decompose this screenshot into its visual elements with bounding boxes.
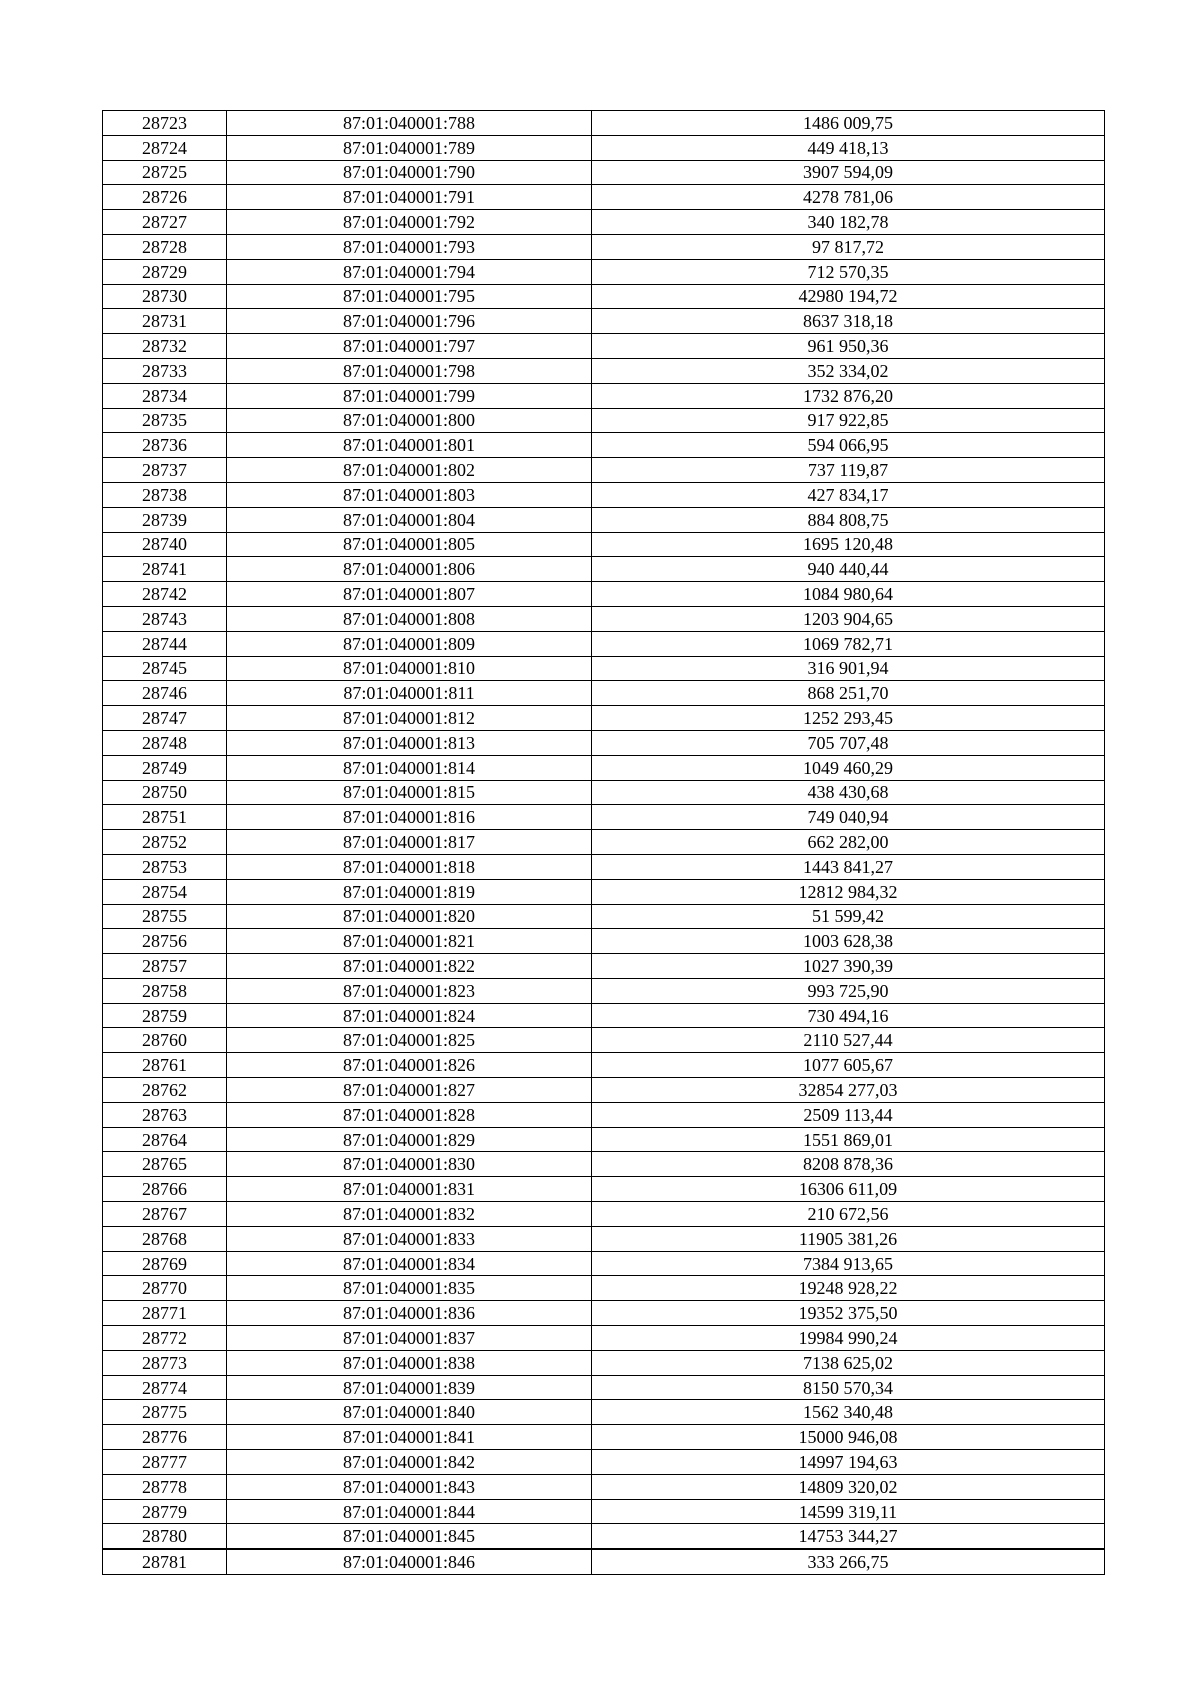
row-number-cell: 28735 xyxy=(103,408,227,433)
cadastral-number-cell: 87:01:040001:845 xyxy=(227,1524,592,1549)
cadastral-value-cell: 1551 869,01 xyxy=(592,1127,1105,1152)
cadastral-value-cell: 1486 009,75 xyxy=(592,111,1105,136)
row-number-cell: 28733 xyxy=(103,358,227,383)
row-number-cell: 28767 xyxy=(103,1202,227,1227)
table-row xyxy=(103,1474,1105,1499)
row-number-cell: 28752 xyxy=(103,830,227,855)
table-row xyxy=(103,1350,1105,1375)
table-row xyxy=(103,210,1105,235)
cadastral-value-cell: 19248 928,22 xyxy=(592,1276,1105,1301)
cadastral-value-cell: 749 040,94 xyxy=(592,805,1105,830)
table-row xyxy=(103,830,1105,855)
row-number-cell: 28756 xyxy=(103,929,227,954)
cadastral-value-cell: 340 182,78 xyxy=(592,210,1105,235)
table-row xyxy=(103,482,1105,507)
table-row xyxy=(103,507,1105,532)
table-row xyxy=(103,532,1105,557)
cadastral-number-cell: 87:01:040001:808 xyxy=(227,606,592,631)
cadastral-number-cell: 87:01:040001:795 xyxy=(227,284,592,309)
cadastral-value-cell: 961 950,36 xyxy=(592,334,1105,359)
cadastral-number-cell: 87:01:040001:825 xyxy=(227,1028,592,1053)
cadastral-value-cell: 884 808,75 xyxy=(592,507,1105,532)
table-row xyxy=(103,978,1105,1003)
row-number-cell: 28738 xyxy=(103,482,227,507)
cadastral-number-cell: 87:01:040001:837 xyxy=(227,1326,592,1351)
row-number-cell: 28780 xyxy=(103,1524,227,1549)
table-row xyxy=(103,582,1105,607)
cadastral-number-cell: 87:01:040001:840 xyxy=(227,1400,592,1425)
row-number-cell: 28737 xyxy=(103,458,227,483)
table-row xyxy=(103,1226,1105,1251)
table-row xyxy=(103,1003,1105,1028)
row-number-cell: 28744 xyxy=(103,631,227,656)
cadastral-value-cell: 352 334,02 xyxy=(592,358,1105,383)
table-row xyxy=(103,1499,1105,1524)
cadastral-value-cell: 8637 318,18 xyxy=(592,309,1105,334)
row-number-cell: 28771 xyxy=(103,1301,227,1326)
table-row xyxy=(103,929,1105,954)
cadastral-number-cell: 87:01:040001:796 xyxy=(227,309,592,334)
cadastral-number-cell: 87:01:040001:816 xyxy=(227,805,592,830)
cadastral-value-cell: 8208 878,36 xyxy=(592,1152,1105,1177)
cadastral-number-cell: 87:01:040001:823 xyxy=(227,978,592,1003)
table-row xyxy=(103,706,1105,731)
row-number-cell: 28741 xyxy=(103,557,227,582)
row-number-cell: 28775 xyxy=(103,1400,227,1425)
cadastral-value-cell: 993 725,90 xyxy=(592,978,1105,1003)
cadastral-number-cell: 87:01:040001:836 xyxy=(227,1301,592,1326)
table-row xyxy=(103,879,1105,904)
row-number-cell: 28748 xyxy=(103,730,227,755)
row-number-cell: 28763 xyxy=(103,1102,227,1127)
table-row xyxy=(103,1177,1105,1202)
cadastral-number-cell: 87:01:040001:820 xyxy=(227,904,592,929)
cadastral-value-cell: 42980 194,72 xyxy=(592,284,1105,309)
table-row xyxy=(103,259,1105,284)
cadastral-number-cell: 87:01:040001:815 xyxy=(227,780,592,805)
table-row xyxy=(103,780,1105,805)
table-row xyxy=(103,681,1105,706)
cadastral-value-cell: 1077 605,67 xyxy=(592,1053,1105,1078)
cadastral-value-cell: 2110 527,44 xyxy=(592,1028,1105,1053)
cadastral-value-cell: 7384 913,65 xyxy=(592,1251,1105,1276)
table-row xyxy=(103,135,1105,160)
cadastral-number-cell: 87:01:040001:835 xyxy=(227,1276,592,1301)
cadastral-value-cell: 12812 984,32 xyxy=(592,879,1105,904)
cadastral-value-cell: 2509 113,44 xyxy=(592,1102,1105,1127)
cadastral-value-cell: 3907 594,09 xyxy=(592,160,1105,185)
row-number-cell: 28729 xyxy=(103,259,227,284)
cadastral-value-cell: 19352 375,50 xyxy=(592,1301,1105,1326)
cadastral-number-cell: 87:01:040001:809 xyxy=(227,631,592,656)
cadastral-number-cell: 87:01:040001:828 xyxy=(227,1102,592,1127)
cadastral-value-cell: 4278 781,06 xyxy=(592,185,1105,210)
cadastral-value-cell: 1443 841,27 xyxy=(592,854,1105,879)
cadastral-value-cell: 594 066,95 xyxy=(592,433,1105,458)
row-number-cell: 28765 xyxy=(103,1152,227,1177)
cadastral-number-cell: 87:01:040001:829 xyxy=(227,1127,592,1152)
cadastral-number-cell: 87:01:040001:791 xyxy=(227,185,592,210)
table-row xyxy=(103,1053,1105,1078)
row-number-cell: 28781 xyxy=(103,1549,227,1574)
cadastral-value-cell: 316 901,94 xyxy=(592,656,1105,681)
table-row xyxy=(103,1028,1105,1053)
cadastral-number-cell: 87:01:040001:842 xyxy=(227,1450,592,1475)
table-row xyxy=(103,433,1105,458)
row-number-cell: 28754 xyxy=(103,879,227,904)
cadastral-number-cell: 87:01:040001:806 xyxy=(227,557,592,582)
row-number-cell: 28762 xyxy=(103,1078,227,1103)
cadastral-value-cell: 210 672,56 xyxy=(592,1202,1105,1227)
cadastral-value-cell: 917 922,85 xyxy=(592,408,1105,433)
table-row xyxy=(103,730,1105,755)
cadastral-number-cell: 87:01:040001:789 xyxy=(227,135,592,160)
cadastral-number-cell: 87:01:040001:838 xyxy=(227,1350,592,1375)
cadastral-value-cell: 1069 782,71 xyxy=(592,631,1105,656)
cadastral-value-cell: 1203 904,65 xyxy=(592,606,1105,631)
table-body xyxy=(103,111,1105,1575)
row-number-cell: 28743 xyxy=(103,606,227,631)
row-number-cell: 28728 xyxy=(103,234,227,259)
row-number-cell: 28751 xyxy=(103,805,227,830)
table-row xyxy=(103,1326,1105,1351)
table-row xyxy=(103,755,1105,780)
table-row xyxy=(103,1549,1105,1574)
table-row xyxy=(103,111,1105,136)
table-row xyxy=(103,1102,1105,1127)
row-number-cell: 28760 xyxy=(103,1028,227,1053)
cadastral-number-cell: 87:01:040001:800 xyxy=(227,408,592,433)
cadastral-value-cell: 16306 611,09 xyxy=(592,1177,1105,1202)
table-row xyxy=(103,1425,1105,1450)
row-number-cell: 28739 xyxy=(103,507,227,532)
cadastral-value-cell: 1732 876,20 xyxy=(592,383,1105,408)
table-row xyxy=(103,606,1105,631)
row-number-cell: 28740 xyxy=(103,532,227,557)
row-number-cell: 28770 xyxy=(103,1276,227,1301)
cadastral-number-cell: 87:01:040001:831 xyxy=(227,1177,592,1202)
cadastral-number-cell: 87:01:040001:843 xyxy=(227,1474,592,1499)
row-number-cell: 28727 xyxy=(103,210,227,235)
row-number-cell: 28753 xyxy=(103,854,227,879)
cadastral-number-cell: 87:01:040001:814 xyxy=(227,755,592,780)
row-number-cell: 28758 xyxy=(103,978,227,1003)
table-row xyxy=(103,904,1105,929)
cadastral-value-cell: 730 494,16 xyxy=(592,1003,1105,1028)
row-number-cell: 28749 xyxy=(103,755,227,780)
row-number-cell: 28768 xyxy=(103,1226,227,1251)
cadastral-value-cell: 1252 293,45 xyxy=(592,706,1105,731)
cadastral-value-cell: 14753 344,27 xyxy=(592,1524,1105,1549)
cadastral-number-cell: 87:01:040001:846 xyxy=(227,1549,592,1574)
table-row xyxy=(103,1251,1105,1276)
row-number-cell: 28778 xyxy=(103,1474,227,1499)
table-row xyxy=(103,1400,1105,1425)
table-row xyxy=(103,185,1105,210)
cadastral-value-cell: 868 251,70 xyxy=(592,681,1105,706)
cadastral-number-cell: 87:01:040001:801 xyxy=(227,433,592,458)
cadastral-value-cell: 19984 990,24 xyxy=(592,1326,1105,1351)
cadastral-number-cell: 87:01:040001:792 xyxy=(227,210,592,235)
cadastral-number-cell: 87:01:040001:798 xyxy=(227,358,592,383)
cadastral-value-cell: 662 282,00 xyxy=(592,830,1105,855)
cadastral-number-cell: 87:01:040001:822 xyxy=(227,954,592,979)
cadastral-value-cell: 8150 570,34 xyxy=(592,1375,1105,1400)
row-number-cell: 28745 xyxy=(103,656,227,681)
cadastral-value-cell: 449 418,13 xyxy=(592,135,1105,160)
cadastral-value-cell: 51 599,42 xyxy=(592,904,1105,929)
cadastral-value-cell: 705 707,48 xyxy=(592,730,1105,755)
cadastral-number-cell: 87:01:040001:833 xyxy=(227,1226,592,1251)
cadastral-value-cell: 712 570,35 xyxy=(592,259,1105,284)
cadastral-value-cell: 427 834,17 xyxy=(592,482,1105,507)
row-number-cell: 28742 xyxy=(103,582,227,607)
cadastral-value-cell: 1003 628,38 xyxy=(592,929,1105,954)
table-row xyxy=(103,309,1105,334)
cadastral-number-cell: 87:01:040001:834 xyxy=(227,1251,592,1276)
row-number-cell: 28732 xyxy=(103,334,227,359)
cadastral-number-cell: 87:01:040001:821 xyxy=(227,929,592,954)
row-number-cell: 28759 xyxy=(103,1003,227,1028)
cadastral-number-cell: 87:01:040001:813 xyxy=(227,730,592,755)
cadastral-value-cell: 1695 120,48 xyxy=(592,532,1105,557)
cadastral-number-cell: 87:01:040001:802 xyxy=(227,458,592,483)
table-row xyxy=(103,1276,1105,1301)
cadastral-number-cell: 87:01:040001:810 xyxy=(227,656,592,681)
cadastral-value-cell: 15000 946,08 xyxy=(592,1425,1105,1450)
cadastral-number-cell: 87:01:040001:799 xyxy=(227,383,592,408)
cadastral-number-cell: 87:01:040001:804 xyxy=(227,507,592,532)
cadastral-value-cell: 737 119,87 xyxy=(592,458,1105,483)
cadastral-number-cell: 87:01:040001:803 xyxy=(227,482,592,507)
row-number-cell: 28766 xyxy=(103,1177,227,1202)
cadastral-number-cell: 87:01:040001:826 xyxy=(227,1053,592,1078)
cadastral-number-cell: 87:01:040001:788 xyxy=(227,111,592,136)
table-row xyxy=(103,557,1105,582)
cadastral-value-cell: 438 430,68 xyxy=(592,780,1105,805)
table-row xyxy=(103,234,1105,259)
row-number-cell: 28726 xyxy=(103,185,227,210)
cadastral-value-table xyxy=(102,110,1105,1575)
cadastral-number-cell: 87:01:040001:794 xyxy=(227,259,592,284)
cadastral-number-cell: 87:01:040001:811 xyxy=(227,681,592,706)
table-row xyxy=(103,334,1105,359)
row-number-cell: 28734 xyxy=(103,383,227,408)
row-number-cell: 28750 xyxy=(103,780,227,805)
cadastral-value-cell: 97 817,72 xyxy=(592,234,1105,259)
table-row xyxy=(103,160,1105,185)
row-number-cell: 28777 xyxy=(103,1450,227,1475)
table-row xyxy=(103,1301,1105,1326)
cadastral-value-cell: 14809 320,02 xyxy=(592,1474,1105,1499)
table-row xyxy=(103,458,1105,483)
table-row xyxy=(103,1202,1105,1227)
cadastral-number-cell: 87:01:040001:841 xyxy=(227,1425,592,1450)
cadastral-number-cell: 87:01:040001:797 xyxy=(227,334,592,359)
row-number-cell: 28779 xyxy=(103,1499,227,1524)
table-row xyxy=(103,805,1105,830)
table-row xyxy=(103,1450,1105,1475)
cadastral-value-cell: 7138 625,02 xyxy=(592,1350,1105,1375)
cadastral-value-cell: 11905 381,26 xyxy=(592,1226,1105,1251)
cadastral-number-cell: 87:01:040001:812 xyxy=(227,706,592,731)
table-row xyxy=(103,1078,1105,1103)
cadastral-value-cell: 14599 319,11 xyxy=(592,1499,1105,1524)
row-number-cell: 28772 xyxy=(103,1326,227,1351)
cadastral-value-cell: 1562 340,48 xyxy=(592,1400,1105,1425)
table-row xyxy=(103,854,1105,879)
row-number-cell: 28769 xyxy=(103,1251,227,1276)
cadastral-number-cell: 87:01:040001:793 xyxy=(227,234,592,259)
table-row xyxy=(103,358,1105,383)
cadastral-number-cell: 87:01:040001:817 xyxy=(227,830,592,855)
cadastral-number-cell: 87:01:040001:819 xyxy=(227,879,592,904)
cadastral-value-cell: 14997 194,63 xyxy=(592,1450,1105,1475)
table-row xyxy=(103,1375,1105,1400)
table-row xyxy=(103,954,1105,979)
row-number-cell: 28731 xyxy=(103,309,227,334)
row-number-cell: 28761 xyxy=(103,1053,227,1078)
cadastral-number-cell: 87:01:040001:832 xyxy=(227,1202,592,1227)
cadastral-value-cell: 333 266,75 xyxy=(592,1549,1105,1574)
table-row xyxy=(103,383,1105,408)
table-row xyxy=(103,656,1105,681)
cadastral-number-cell: 87:01:040001:790 xyxy=(227,160,592,185)
row-number-cell: 28774 xyxy=(103,1375,227,1400)
row-number-cell: 28764 xyxy=(103,1127,227,1152)
cadastral-value-cell: 32854 277,03 xyxy=(592,1078,1105,1103)
row-number-cell: 28736 xyxy=(103,433,227,458)
row-number-cell: 28723 xyxy=(103,111,227,136)
row-number-cell: 28755 xyxy=(103,904,227,929)
table-row xyxy=(103,284,1105,309)
cadastral-number-cell: 87:01:040001:807 xyxy=(227,582,592,607)
row-number-cell: 28747 xyxy=(103,706,227,731)
row-number-cell: 28746 xyxy=(103,681,227,706)
cadastral-number-cell: 87:01:040001:844 xyxy=(227,1499,592,1524)
table-row xyxy=(103,1524,1105,1549)
cadastral-value-cell: 1084 980,64 xyxy=(592,582,1105,607)
table-row xyxy=(103,1152,1105,1177)
table-row xyxy=(103,1127,1105,1152)
cadastral-value-cell: 1027 390,39 xyxy=(592,954,1105,979)
cadastral-number-cell: 87:01:040001:839 xyxy=(227,1375,592,1400)
row-number-cell: 28724 xyxy=(103,135,227,160)
table-row xyxy=(103,408,1105,433)
cadastral-value-cell: 1049 460,29 xyxy=(592,755,1105,780)
row-number-cell: 28725 xyxy=(103,160,227,185)
table-row xyxy=(103,631,1105,656)
cadastral-value-cell: 940 440,44 xyxy=(592,557,1105,582)
row-number-cell: 28757 xyxy=(103,954,227,979)
cadastral-number-cell: 87:01:040001:830 xyxy=(227,1152,592,1177)
row-number-cell: 28776 xyxy=(103,1425,227,1450)
row-number-cell: 28773 xyxy=(103,1350,227,1375)
cadastral-number-cell: 87:01:040001:824 xyxy=(227,1003,592,1028)
cadastral-number-cell: 87:01:040001:827 xyxy=(227,1078,592,1103)
row-number-cell: 28730 xyxy=(103,284,227,309)
cadastral-number-cell: 87:01:040001:805 xyxy=(227,532,592,557)
cadastral-number-cell: 87:01:040001:818 xyxy=(227,854,592,879)
